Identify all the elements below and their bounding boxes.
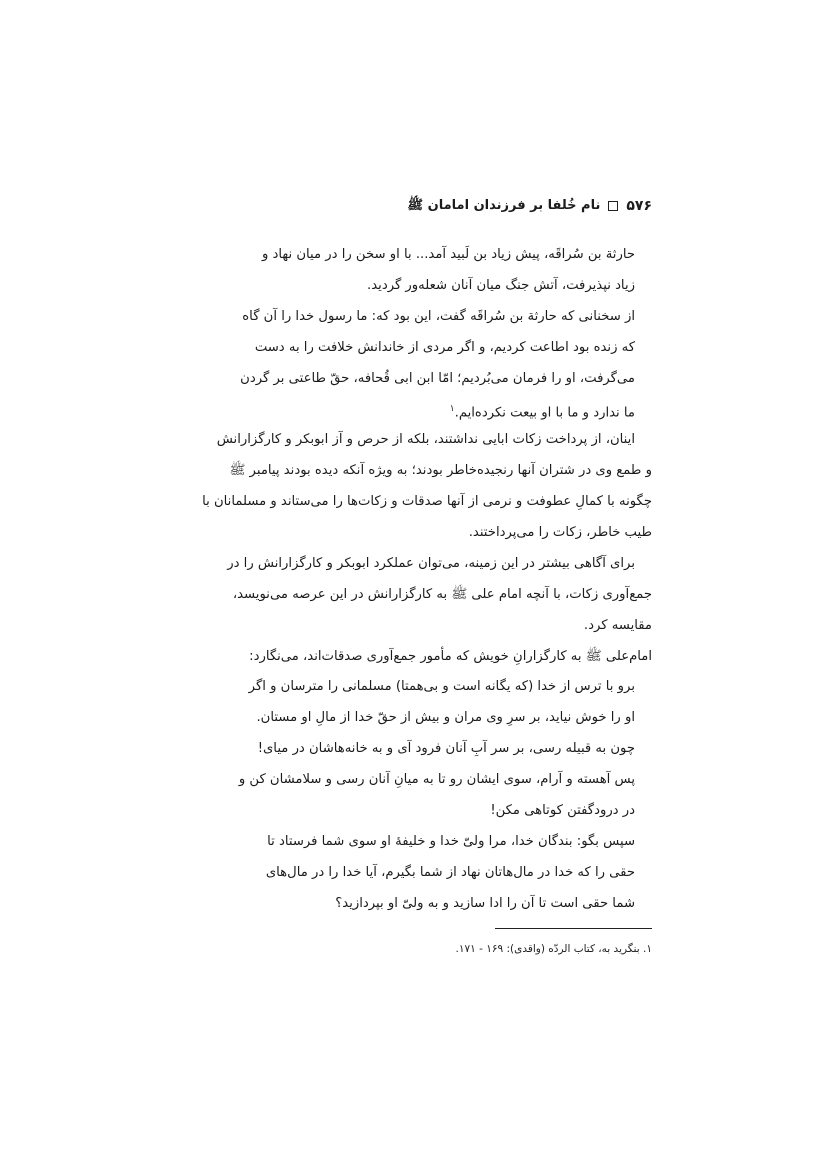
footnote-marker: ۱ bbox=[449, 404, 455, 415]
text-line: چون به قبیله رسی، بر سر آبِ آنان فرود آی و به خانه‌هاشان در میای! bbox=[257, 741, 635, 757]
text-line: برای آگاهی بیشتر در این زمینه، می‌توان عملکرد ابوبکر و کارگزارانش را در bbox=[227, 555, 635, 571]
text-line: حارثة بن سُراقَه، پیش زیاد بن لَبید آمد... با او سخن را در میان نهاد و bbox=[261, 247, 635, 262]
text-line: طیب خاطر، زکات را می‌پرداختند. bbox=[468, 525, 652, 541]
text-line: می‌گرفت، او را فرمان می‌بُردیم؛ امّا ابن ابی قُحافه، حقّ طاعتی بر گردن bbox=[240, 370, 635, 386]
text-line: زیاد نپذیرفت، آتش جنگ میان آنان شعله‌ور گردید. bbox=[367, 277, 635, 293]
text-line: برو با ترس از خدا (که یگانه است و بی‌همتا) مسلمانی را مترسان و اگر bbox=[248, 679, 635, 695]
square-outline-icon bbox=[608, 201, 618, 211]
page-number: ۵۷۶ bbox=[626, 198, 652, 214]
text-line bbox=[170, 394, 652, 425]
text-line: حقی را که خدا در مال‌هاتان نهاد از شما بگیرم، آیا خدا را در مال‌های bbox=[265, 864, 635, 880]
footnote-divider bbox=[495, 928, 652, 929]
text-span: ما ندارد و ما با او بیعت نکرده‌ایم. bbox=[454, 405, 635, 421]
footnote: ۱. بنگرید به، کتاب الردّه (واقدی): ۱۶۹ - ۱۷۱. bbox=[455, 943, 652, 955]
text-line: و طمع وی در شتران آنها رنجیده‌خاطر بودند؛ به ویژه آنکه دیده بودند پیامبر ﷺ bbox=[229, 463, 652, 479]
running-title: نام خُلفا بر فرزندان امامان ﷺ bbox=[407, 197, 601, 213]
text-line: سپس بگو: بندگان خدا، مرا ولیّ خدا و خلیفهٔ او سوی شما فرستاد تا bbox=[267, 833, 635, 849]
text-line: که زنده بود اطاعت کردیم، و اگر مردی از خاندانش خلافت را به دست bbox=[254, 339, 635, 355]
running-header bbox=[172, 194, 652, 218]
text-line: شما حقی است تا آن را ادا سازید و به ولیّ او بپردازید؟ bbox=[335, 895, 635, 911]
text-line: پس آهسته و آرام، سوی ایشان رو تا به میانِ آنان رسی و سلامشان کن و bbox=[238, 772, 635, 788]
text-line: جمع‌آوری زکات، با آنچه امام علی ﷺ به کارگزارانش در این عرصه می‌نویسد، bbox=[232, 586, 652, 602]
text-line: چگونه با کمالِ عطوفت و نرمی از آنها صدقات و زکات‌ها را می‌ستاند و مسلمانان با bbox=[202, 494, 652, 510]
text-line: در درودگفتن کوتاهی مکن! bbox=[490, 803, 635, 819]
text-line: از سخنانی که حارثة بن سُراقَه گفت، این بود که: ما رسول خدا را آن گاه bbox=[242, 308, 635, 324]
text-line: اینان، از پرداخت زکات ابایی نداشتند، بلکه از حرص و آز ابوبکر و کارگزارانش bbox=[216, 432, 635, 448]
text-line: مقایسه کرد. bbox=[583, 617, 652, 633]
text-line: او را خوش نیاید، بر سرِ وی مران و بیش از حقّ خدا از مالِ او مستان. bbox=[256, 710, 635, 726]
main-text bbox=[170, 240, 652, 920]
text-line: امام‌علی ﷺ به کارگزارانِ خویش که مأمور جمع‌آوری صدقات‌اند، می‌نگارد: bbox=[249, 648, 652, 664]
